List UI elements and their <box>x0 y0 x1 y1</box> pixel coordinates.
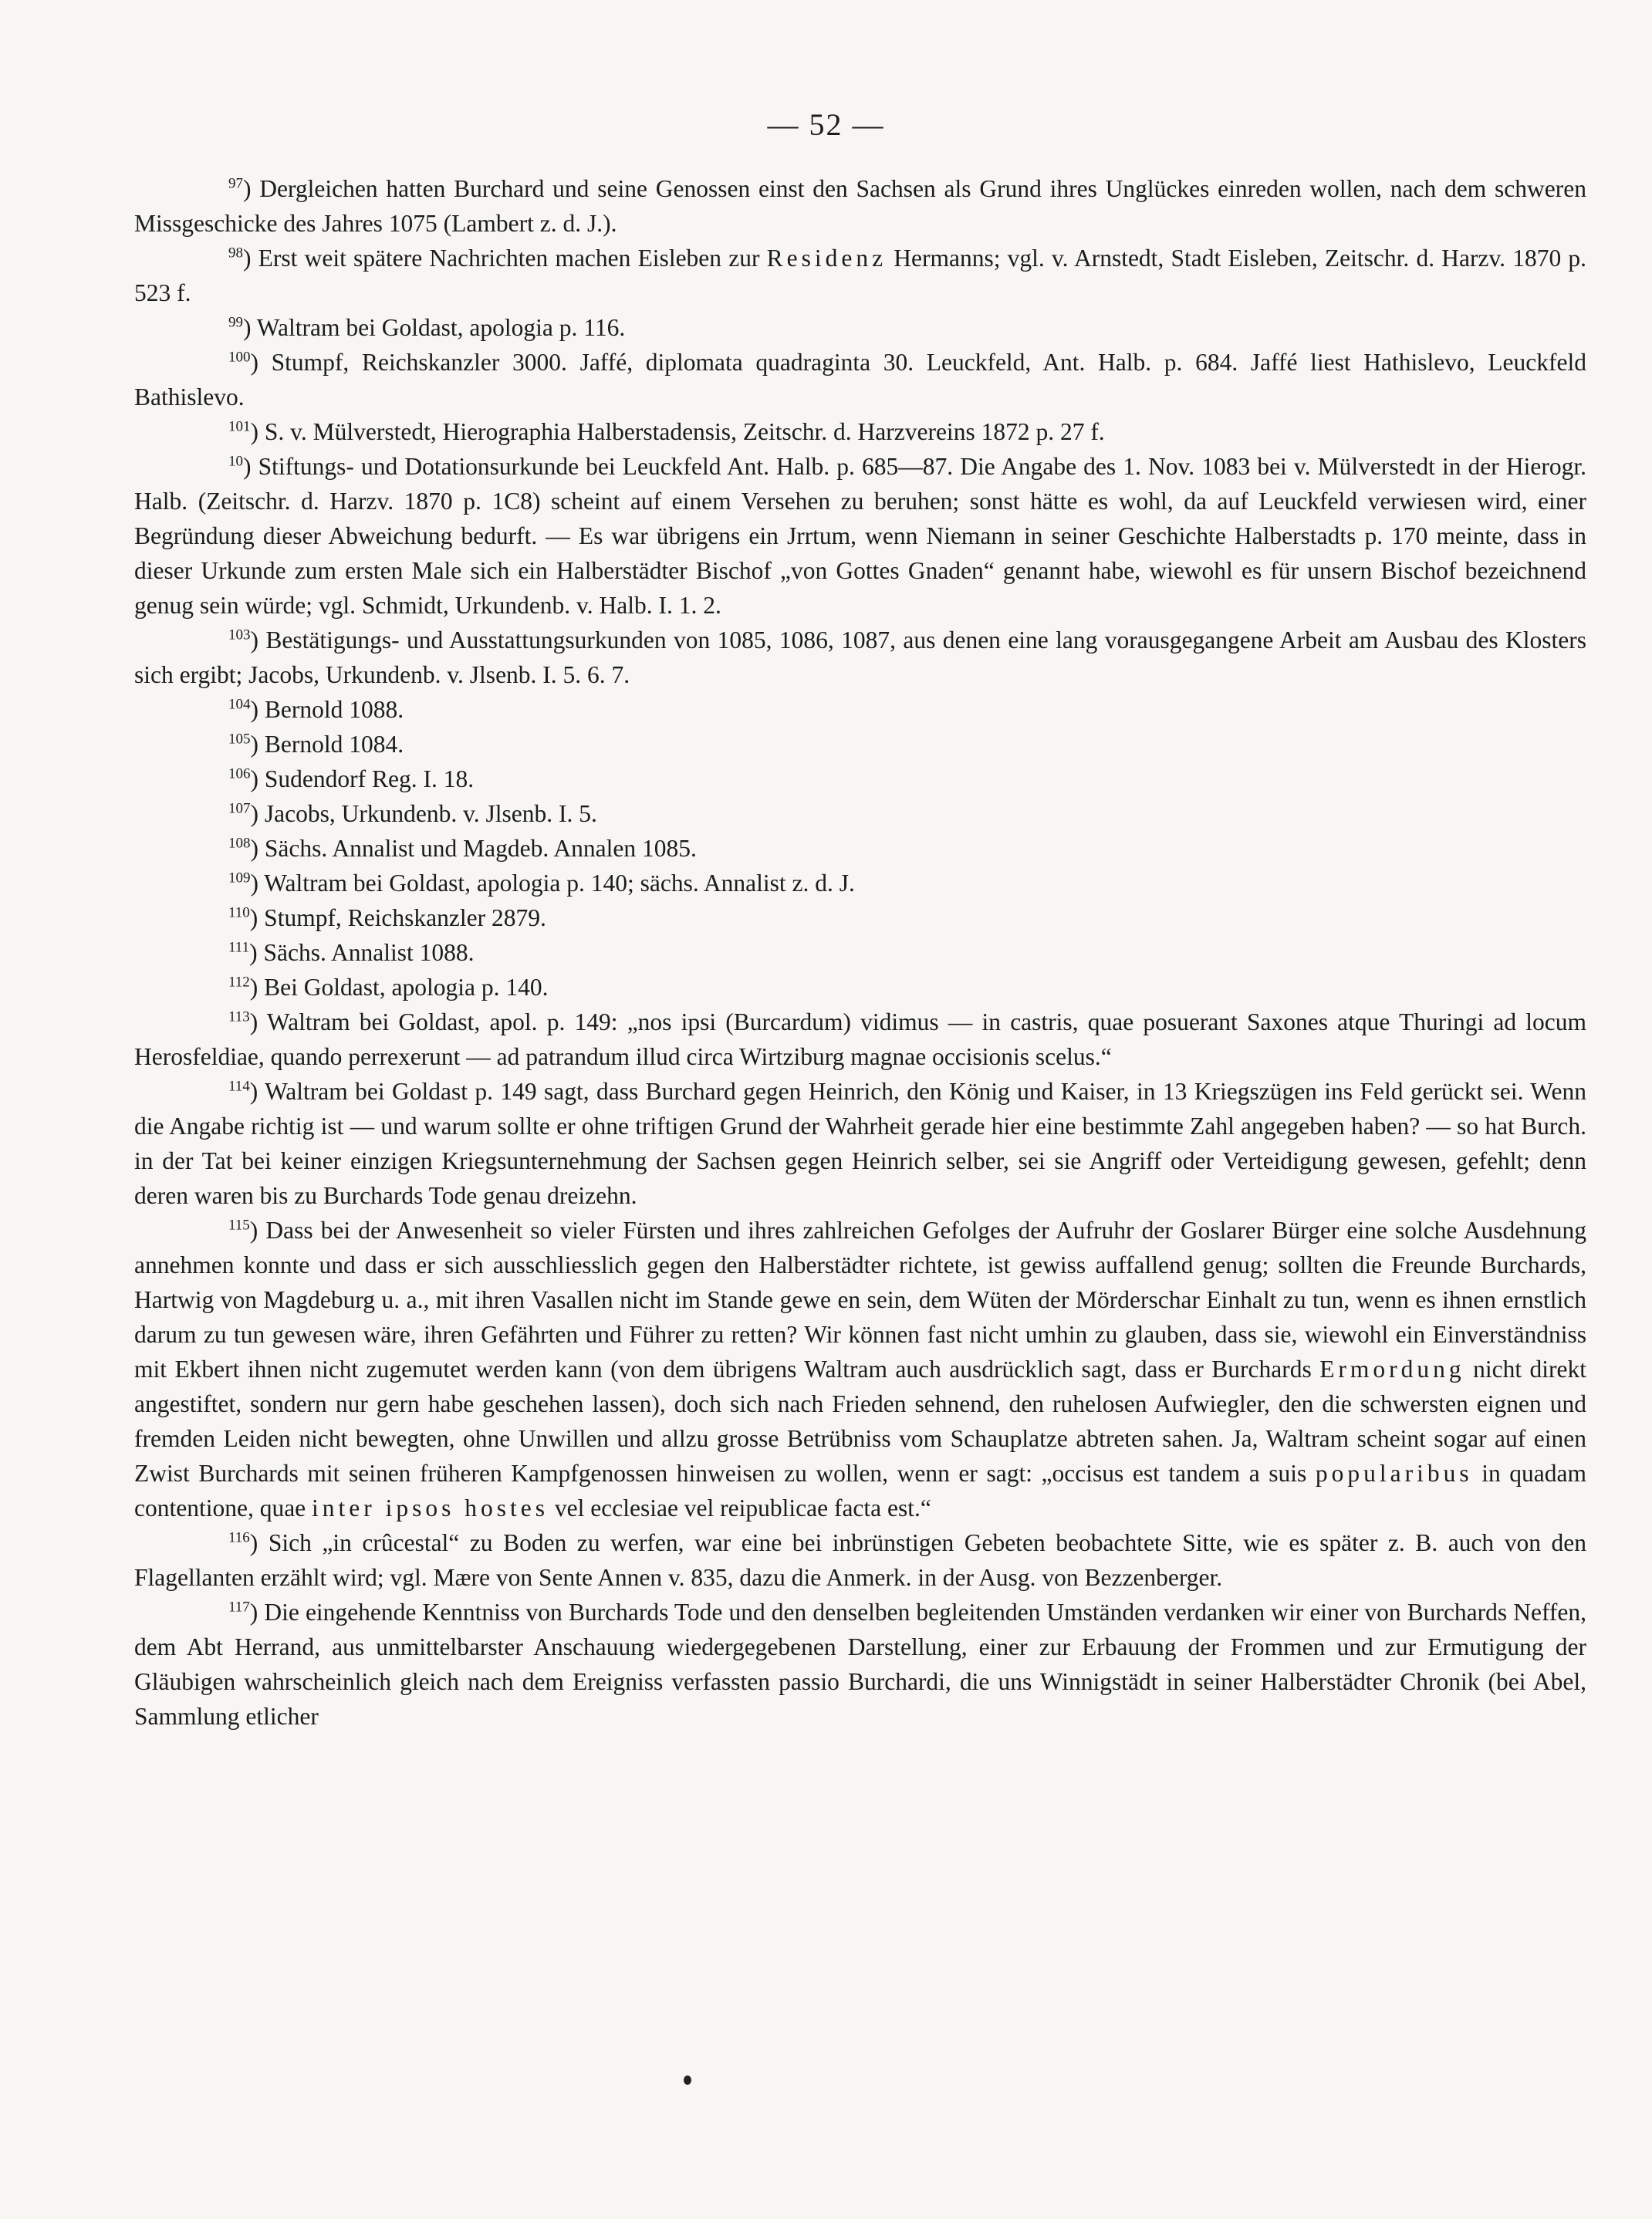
spaced-emphasis-text: inter ipsos hostes <box>312 1495 549 1522</box>
footnote-text: Waltram bei Goldast, apol. p. 149: „nos ipsi (Burcardum) vidimus — in castris, quae posuerant Saxones atque Thuringi ad locum Herosfeldiae, quando perrexerunt — ad patrandum illud circa Wirtziburg magnae occisionis scelus.“ <box>134 1008 1587 1070</box>
footnote-text: S. v. Mülverstedt, Hierographia Halberstadensis, Zeitschr. d. Harzvereins 1872 p. 27 f. <box>264 418 1105 445</box>
footnote-97: $^{97}$) Dergleichen hatten Burchard und seine Genossen einst den Sachsen als Grund ihres Unglückes einreden wollen, nach dem schweren Missgeschicke des Jahres 1075 (Lambert z. d. J.). <box>134 175 1586 237</box>
footnote-text: Stumpf, Reichskanzler 3000. Jaffé, diplomata quadraginta 30. Leuckfeld, Ant. Halb. p. 684. Jaffé liest Hathislevo, Leuckfeld Bathislevo. <box>134 349 1586 410</box>
footnote-number: 98 <box>228 245 243 262</box>
footnote-104: $^{104}$) Bernold 1088. <box>228 696 404 723</box>
footnote-text: in quadam contentione, quae <box>134 1460 1587 1522</box>
footnote-107: $^{107}$) Jacobs, Urkundenb. v. Jlsenb. I. 5. <box>228 800 597 827</box>
footnote-text: Dass bei der Anwesenheit so vieler Fürsten und ihres zahlreichen Gefolges der Aufruhr der Goslarer Bürger eine solche Ausdehnung annehmen konnte und dass er sich ausschliesslich gegen den Halberstädter richtete, ist gewiss auffallend genug; sollten die Freunde Burchards, Hartwig von Magdeburg u. a., mit ihren Vasallen nicht im Stande gewe en sein, dem Wüten der Mörderschar Einhalt zu tun, wenn es ihnen ernstlich darum zu tun gewesen wäre, ihren Gefährten und Führer zu retten? Wir können fast nicht umhin zu glauben, dass sie, wiewohl ein Einverständniss mit Ekbert ihnen nicht zugemutet werden kann (von dem übrigens Waltram auch ausdrücklich sagt, dass er Burchards <box>134 1217 1586 1383</box>
spaced-emphasis-text: Residenz <box>766 245 887 272</box>
footnote-text: Bei Goldast, apologia p. 140. <box>264 974 549 1001</box>
footnote-112: $^{112}$) Bei Goldast, apologia p. 140. <box>228 974 549 1001</box>
footnote-number: 99 <box>228 314 243 331</box>
footnote-text: Waltram bei Goldast p. 149 sagt, dass Burchard gegen Heinrich, den König und Kaiser, in 13 Kriegszügen ins Feld gerückt sei. Wenn die Angabe richtig ist — und warum sollte er ohne triftigen Grund der Wahrheit gerade hier eine bestimmte Zahl angegeben haben? — so hat Burch. in der Tat bei keiner einzigen Kriegsunternehmung der Sachsen gegen Heinrich selber, sei sie Angriff oder Verteidigung gewesen, gefehlt; denn deren waren bis zu Burchards Tode genau dreizehn. <box>134 1078 1586 1209</box>
footnote-number: 100 <box>228 349 251 366</box>
footnote-113: $^{113}$) Waltram bei Goldast, apol. p. 149: „nos ipsi (Burcardum) vidimus — in castris, quae posuerant Saxones atque Thuringi ad locum Herosfeldiae, quando perrexerunt — ad patrandum illud circa Wirtziburg magnae occisionis scelus.“ <box>134 1008 1587 1070</box>
footnote-101: $^{101}$) S. v. Mülverstedt, Hierographia Halberstadensis, Zeitschr. d. Harzvereins 1872 p. 27 f. <box>228 418 1105 445</box>
footnote-114: $^{114}$) Waltram bei Goldast p. 149 sagt, dass Burchard gegen Heinrich, den König und Kaiser, in 13 Kriegszügen ins Feld gerückt sei. Wenn die Angabe richtig ist — und warum sollte er ohne triftigen Grund der Wahrheit gerade hier eine bestimmte Zahl angegeben haben? — so hat Burch. in der Tat bei keiner einzigen Kriegsunternehmung der Sachsen gegen Heinrich selber, sei sie Angriff oder Verteidigung gewesen, gefehlt; denn deren waren bis zu Burchards Tode genau dreizehn. <box>134 1078 1586 1209</box>
footnote-115: $^{115}$) Dass bei der Anwesenheit so vieler Fürsten und ihres zahlreichen Gefolges der Aufruhr der Goslarer Bürger eine solche Ausdehnung annehmen konnte und dass er sich ausschliesslich gegen den Halberstädter richtete, ist gewiss auffallend genug; sollten die Freunde Burchards, Hartwig von Magdeburg u. a., mit ihren Vasallen nicht im Stande gewe en sein, dem Wüten der Mörderschar Einhalt zu tun, wenn es ihnen ernstlich darum zu tun gewesen wäre, ihren Gefährten und Führer zu retten? Wir können fast nicht umhin zu glauben, dass sie, wiewohl ein Einverständniss mit Ekbert ihnen nicht zugemutet werden kann (von dem übrigens Waltram auch ausdrücklich sagt, dass er Burchards Ermordung nicht direkt angestiftet, sondern nur gern habe geschehen lassen), doch sich nach Frieden sehnend, den ruhelosen Aufwiegler, den die schwersten eignen und fremden Leiden nicht bewegten, ohne Unwillen und allzu grosse Betrübniss vom Schauplatze abtreten sahen. Ja, Waltram scheint sogar auf einen Zwist Burchards mit seinen früheren Kampfgenossen hinweisen zu wollen, wenn er sagt: „occisus est tandem a suis popularibus in quadam contentione, quae inter ipsos hostes vel ecclesiae vel reipublicae facta est.“ <box>134 1217 1587 1522</box>
footnote-number: 107 <box>228 800 251 817</box>
footnote-108: $^{108}$) Sächs. Annalist und Magdeb. Annalen 1085. <box>228 835 697 862</box>
footnote-number: 114 <box>228 1078 250 1095</box>
page-number: — 52 — <box>767 107 885 142</box>
footnote-number: 112 <box>228 974 250 991</box>
footnote-text: Die eingehende Kenntniss von Burchards Tode und den denselben begleitenden Umständen verdanken wir einer von Burchards Neffen, dem Abt Herrand, aus unmittelbarster Anschauung wiedergegebenen Darstellung, einer zur Erbauung der Frommen und zur Ermutigung der Gläubigen wahrscheinlich gleich nach dem Ereigniss verfassten passio Burchardi, die uns Winnigstädt in seiner Halberstädter Chronik (bei Abel, Sammlung etlicher <box>134 1599 1586 1730</box>
footnote-text: Dergleichen hatten Burchard und seine Genossen einst den Sachsen als Grund ihres Unglückes einreden wollen, nach dem schweren Missgeschicke des Jahres 1075 (Lambert z. d. J.). <box>134 175 1586 237</box>
footnote-number: 115 <box>228 1217 250 1234</box>
footnote-text: Sudendorf Reg. I. 18. <box>264 765 475 792</box>
footnote-117: $^{117}$) Die eingehende Kenntniss von Burchards Tode und den denselben begleitenden Umständen verdanken wir einer von Burchards Neffen, dem Abt Herrand, aus unmittelbarster Anschauung wiedergegebenen Darstellung, einer zur Erbauung der Frommen und zur Ermutigung der Gläubigen wahrscheinlich gleich nach dem Ereigniss verfassten passio Burchardi, die uns Winnigstädt in seiner Halberstädter Chronik (bei Abel, Sammlung etlicher <box>134 1599 1586 1730</box>
footnote-10: $^{10}$) Stiftungs- und Dotationsurkunde bei Leuckfeld Ant. Halb. p. 685—87. Die Angabe des 1. Nov. 1083 bei v. Mülverstedt in der Hierogr. Halb. (Zeitschr. d. Harzv. 1870 p. 1C8) scheint auf einem Versehen zu beruhen; sonst hätte es wohl, da auf Leuckfeld verwiesen wird, einer Begründung dieser Abweichung bedurft. — Es war übrigens ein Jrrtum, wenn Niemann in seiner Geschichte Halberstadts p. 170 meinte, dass in dieser Urkunde zum ersten Male sich ein Halberstädter Bischof „von Gottes Gnaden“ genannt habe, wiewohl es für unsern Bischof bezeichnend genug sein würde; vgl. Schmidt, Urkundenb. v. Halb. I. 1. 2. <box>134 453 1586 619</box>
footnote-100: $^{100}$) Stumpf, Reichskanzler 3000. Jaffé, diplomata quadraginta 30. Leuckfeld, Ant. Halb. p. 684. Jaffé liest Hathislevo, Leuckfeld Bathislevo. <box>134 349 1586 410</box>
footnote-103: $^{103}$) Bestätigungs- und Ausstattungsurkunden von 1085, 1086, 1087, aus denen eine lang vorausgegangene Arbeit am Ausbau des Klosters sich ergibt; Jacobs, Urkundenb. v. Jlsenb. I. 5. 6. 7. <box>134 627 1586 688</box>
footnote-text: Waltram bei Goldast, apologia p. 140; sächs. Annalist z. d. J. <box>264 870 855 897</box>
footnote-text: Sächs. Annalist und Magdeb. Annalen 1085. <box>264 835 697 862</box>
footnote-number: 108 <box>228 835 251 852</box>
footnote-number: 117 <box>228 1599 250 1616</box>
footnote-text: nicht direkt angestiftet, sondern nur gern habe geschehen lassen), doch sich nach Frieden sehnend, den ruhelosen Aufwiegler, den die schwersten eignen und fremden Leiden nicht bewegten, ohne Unwillen und allzu grosse Betrübniss vom Schauplatze abtreten sahen. Ja, Waltram scheint sogar auf einen Zwist Burchards mit seinen früheren Kampfgenossen hinweisen zu wollen, wenn er sagt: „occisus est tandem a suis <box>134 1356 1586 1487</box>
footnote-110: $^{110}$) Stumpf, Reichskanzler 2879. <box>228 904 546 931</box>
footnote-number: 10 <box>228 453 243 470</box>
footnote-number: 101 <box>228 418 251 435</box>
footnote-text: Stumpf, Reichskanzler 2879. <box>264 904 546 931</box>
footnote-text: Sächs. Annalist 1088. <box>263 939 475 966</box>
footnote-number: 106 <box>228 765 251 782</box>
footnote-number: 109 <box>228 870 251 887</box>
footnote-116: $^{116}$) Sich „in crûcestal“ zu Boden zu werfen, war eine bei inbrünstigen Gebeten beobachtete Sitte, wie es später z. B. auch von den Flagellanten erzählt wird; vgl. Mære von Sente Annen v. 835, dazu die Anmerk. in der Ausg. von Bezzenberger. <box>134 1529 1586 1591</box>
footnote-text: Stiftungs- und Dotationsurkunde bei Leuckfeld Ant. Halb. p. 685—87. Die Angabe des 1. Nov. 1083 bei v. Mülverstedt in der Hierogr. Halb. (Zeitschr. d. Harzv. 1870 p. 1C8) scheint auf einem Versehen zu beruhen; sonst hätte es wohl, da auf Leuckfeld verwiesen wird, einer Begründung dieser Abweichung bedurft. — Es war übrigens ein Jrrtum, wenn Niemann in seiner Geschichte Halberstadts p. 170 meinte, dass in dieser Urkunde zum ersten Male sich ein Halberstädter Bischof „von Gottes Gnaden“ genannt habe, wiewohl es für unsern Bischof bezeichnend genug sein würde; vgl. Schmidt, Urkundenb. v. Halb. I. 1. 2. <box>134 453 1586 619</box>
footnote-105: $^{105}$) Bernold 1084. <box>228 731 404 758</box>
footnote-text: Waltram bei Goldast, apologia p. 116. <box>256 314 626 341</box>
footnote-text: Bestätigungs- und Ausstattungsurkunden von 1085, 1086, 1087, aus denen eine lang vorausgegangene Arbeit am Ausbau des Klosters sich ergibt; Jacobs, Urkundenb. v. Jlsenb. I. 5. 6. 7. <box>134 627 1586 688</box>
bottom-dot-mark <box>684 2075 691 2085</box>
footnote-text: Jacobs, Urkundenb. v. Jlsenb. I. 5. <box>264 800 597 827</box>
footnote-number: 104 <box>228 696 251 713</box>
spaced-emphasis-text: Ermordung <box>1319 1356 1465 1383</box>
spaced-emphasis-text: popularibus <box>1315 1460 1473 1487</box>
footnote-text: Bernold 1084. <box>264 731 404 758</box>
footnote-99: $^{99}$) Waltram bei Goldast, apologia p. 116. <box>228 314 626 341</box>
footnote-111: $^{111}$) Sächs. Annalist 1088. <box>228 939 475 966</box>
footnote-number: 105 <box>228 731 251 748</box>
footnote-98: $^{98}$) Erst weit spätere Nachrichten machen Eisleben zur Residenz Hermanns; vgl. v. Arnstedt, Stadt Eisleben, Zeitschr. d. Harzv. 1870 p. 523 f. <box>134 245 1586 306</box>
footnote-109: $^{109}$) Waltram bei Goldast, apologia p. 140; sächs. Annalist z. d. J. <box>228 870 855 897</box>
footnote-text: Erst weit spätere Nachrichten machen Eisleben zur <box>258 245 767 272</box>
footnote-number: 113 <box>228 1008 250 1025</box>
footnote-text: Hermanns; vgl. v. Arnstedt, Stadt Eisleben, Zeitschr. d. Harzv. 1870 p. 523 f. <box>134 245 1586 306</box>
footnote-106: $^{106}$) Sudendorf Reg. I. 18. <box>228 765 475 792</box>
footnote-number: 111 <box>228 939 250 956</box>
footnote-text: Bernold 1088. <box>264 696 404 723</box>
footnote-number: 97 <box>228 175 243 192</box>
footnote-number: 110 <box>228 904 250 921</box>
footnote-number: 103 <box>228 627 251 643</box>
footnote-number: 116 <box>228 1529 250 1546</box>
footnote-text: vel ecclesiae vel reipublicae facta est.“ <box>549 1495 931 1522</box>
footnotes <box>134 171 1586 1734</box>
footnote-text: Sich „in crûcestal“ zu Boden zu werfen, war eine bei inbrünstigen Gebeten beobachtete Sitte, wie es später z. B. auch von den Flagellanten erzählt wird; vgl. Mære von Sente Annen v. 835, dazu die Anmerk. in der Ausg. von Bezzenberger. <box>134 1529 1586 1591</box>
